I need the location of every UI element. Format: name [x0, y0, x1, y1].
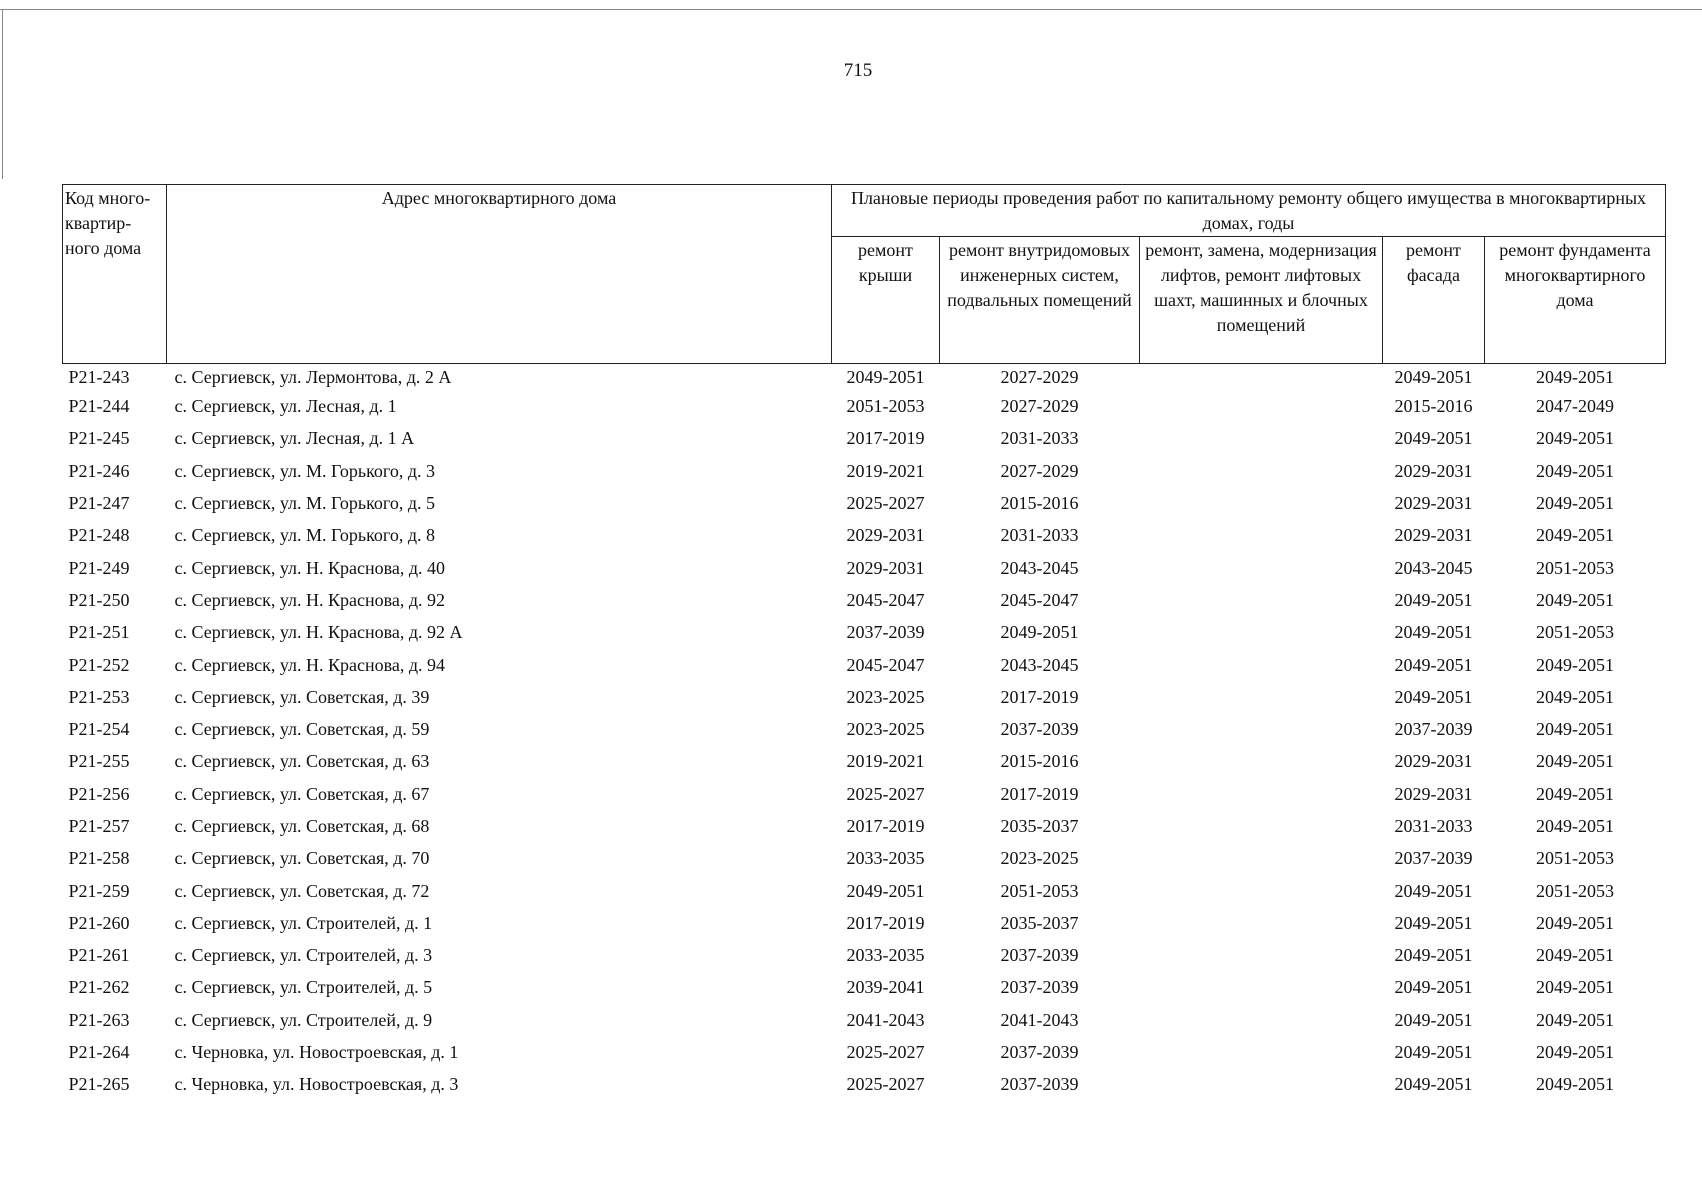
- facade-repair-period-cell: 2049-2051: [1394, 945, 1473, 966]
- roof-repair-period-cell: 2051-2053: [846, 396, 925, 417]
- column-header-foundation: ремонт фундамента многоквартирного дома: [1485, 237, 1666, 364]
- facade-repair-period-cell: 2049-2051: [1394, 654, 1473, 675]
- facade-repair-period-cell: 2049-2051: [1394, 589, 1473, 610]
- address-cell: с. Сергиевск, ул. Строителей, д. 5: [174, 977, 433, 998]
- elevator-repair-period-cell: [1140, 390, 1383, 422]
- foundation-repair-period-cell: 2049-2051: [1536, 654, 1614, 675]
- elevator-repair-period-cell: [1140, 1068, 1383, 1100]
- table-row: [63, 874, 1666, 906]
- elevator-repair-period-cell: [1140, 487, 1383, 519]
- address-cell: с. Сергиевск, ул. М. Горького, д. 5: [174, 493, 435, 514]
- column-group-header-periods: Плановые периоды проведения работ по капитальному ремонту общего имущества в многоквартирных домах, годы: [832, 185, 1666, 237]
- house-code-cell: Р21-250: [68, 589, 130, 610]
- table-row: [63, 842, 1666, 874]
- house-code-cell: Р21-264: [68, 1042, 130, 1063]
- house-code-cell: Р21-265: [68, 1074, 130, 1095]
- column-header-elevators: ремонт, замена, модернизация лифтов, ремонт лифтовых шахт, машинных и блочных помещений: [1140, 237, 1383, 364]
- capital-repair-table: [62, 184, 1666, 1101]
- house-code-cell: Р21-244: [68, 396, 130, 417]
- foundation-repair-period-cell: 2051-2053: [1536, 848, 1614, 869]
- facade-repair-period-cell: 2049-2051: [1394, 912, 1473, 933]
- roof-repair-period-cell: 2033-2035: [846, 848, 925, 869]
- table-row: [63, 778, 1666, 810]
- engineering-repair-period-cell: 2035-2037: [1000, 816, 1079, 836]
- roof-repair-period-cell: 2039-2041: [846, 977, 925, 998]
- house-code-cell: Р21-260: [68, 912, 130, 933]
- elevator-repair-period-cell: [1140, 939, 1383, 971]
- table-body: [63, 364, 1666, 1101]
- foundation-repair-period-cell: 2049-2051: [1536, 460, 1614, 481]
- engineering-repair-period-cell: 2043-2045: [1000, 654, 1079, 675]
- elevator-repair-period-cell: [1140, 842, 1383, 874]
- engineering-repair-period-cell: 2027-2029: [1000, 367, 1079, 387]
- elevator-repair-period-cell: [1140, 745, 1383, 777]
- table-header: [63, 185, 1666, 364]
- roof-repair-period-cell: 2025-2027: [846, 493, 925, 514]
- foundation-repair-period-cell: 2047-2049: [1536, 396, 1614, 417]
- elevator-repair-period-cell: [1140, 584, 1383, 616]
- engineering-repair-period-cell: 2031-2033: [1000, 525, 1079, 546]
- facade-repair-period-cell: 2029-2031: [1394, 460, 1473, 481]
- foundation-repair-period-cell: 2051-2053: [1536, 557, 1614, 578]
- roof-repair-period-cell: 2029-2031: [846, 557, 925, 578]
- address-cell: с. Сергиевск, ул. Лесная, д. 1: [174, 396, 397, 417]
- house-code-cell: Р21-254: [68, 719, 130, 740]
- engineering-repair-period-cell: 2023-2025: [1000, 848, 1079, 869]
- table-row: [63, 939, 1666, 971]
- facade-repair-period-cell: 2037-2039: [1394, 848, 1473, 869]
- address-cell: с. Сергиевск, ул. Н. Краснова, д. 40: [174, 557, 446, 578]
- scan-border-left: [2, 9, 3, 179]
- column-header-roof: ремонт крыши: [832, 237, 940, 364]
- house-code-cell: Р21-246: [68, 460, 130, 481]
- facade-repair-period-cell: 2049-2051: [1394, 1009, 1473, 1030]
- engineering-repair-period-cell: 2037-2039: [1000, 719, 1079, 740]
- engineering-repair-period-cell: 2043-2045: [1000, 557, 1079, 578]
- roof-repair-period-cell: 2025-2027: [846, 1074, 925, 1095]
- house-code-cell: Р21-255: [68, 751, 130, 772]
- table-row: [63, 1036, 1666, 1068]
- address-cell: с. Сергиевск, ул. Строителей, д. 3: [174, 945, 433, 966]
- facade-repair-period-cell: 2049-2051: [1394, 428, 1473, 449]
- facade-repair-period-cell: 2029-2031: [1394, 751, 1473, 772]
- column-header-engineering: ремонт внутридомовых инженерных систем, подвальных помещений: [940, 237, 1140, 364]
- address-cell: с. Сергиевск, ул. Н. Краснова, д. 92: [174, 589, 446, 610]
- page-number: 715: [843, 60, 873, 81]
- house-code-cell: Р21-243: [68, 367, 130, 387]
- table-row: [63, 455, 1666, 487]
- column-header-address: Адрес многоквартирного дома: [167, 185, 832, 364]
- facade-repair-period-cell: 2015-2016: [1394, 396, 1473, 417]
- table-row: [63, 584, 1666, 616]
- address-cell: с. Сергиевск, ул. Н. Краснова, д. 94: [174, 654, 446, 675]
- elevator-repair-period-cell: [1140, 1004, 1383, 1036]
- table-row: [63, 390, 1666, 422]
- table-row: [63, 810, 1666, 842]
- elevator-repair-period-cell: [1140, 455, 1383, 487]
- table-row: [63, 1004, 1666, 1036]
- roof-repair-period-cell: 2045-2047: [846, 654, 925, 675]
- foundation-repair-period-cell: 2049-2051: [1536, 589, 1614, 610]
- foundation-repair-period-cell: 2049-2051: [1536, 1042, 1614, 1063]
- roof-repair-period-cell: 2037-2039: [846, 622, 925, 643]
- address-cell: с. Черновка, ул. Новостроевская, д. 3: [174, 1074, 459, 1095]
- roof-repair-period-cell: 2029-2031: [846, 525, 925, 546]
- roof-repair-period-cell: 2025-2027: [846, 1042, 925, 1063]
- roof-repair-period-cell: 2023-2025: [846, 686, 925, 707]
- foundation-repair-period-cell: 2049-2051: [1536, 428, 1614, 449]
- address-cell: с. Сергиевск, ул. Советская, д. 70: [174, 848, 430, 869]
- table-row: [63, 551, 1666, 583]
- elevator-repair-period-cell: [1140, 551, 1383, 583]
- foundation-repair-period-cell: 2051-2053: [1536, 622, 1614, 643]
- elevator-repair-period-cell: [1140, 681, 1383, 713]
- foundation-repair-period-cell: 2049-2051: [1536, 783, 1614, 804]
- address-cell: с. Сергиевск, ул. М. Горького, д. 3: [174, 460, 435, 481]
- facade-repair-period-cell: 2049-2051: [1394, 367, 1473, 387]
- address-cell: с. Сергиевск, ул. М. Горького, д. 8: [174, 525, 435, 546]
- house-code-cell: Р21-262: [68, 977, 130, 998]
- roof-repair-period-cell: 2017-2019: [846, 816, 925, 836]
- engineering-repair-period-cell: 2027-2029: [1000, 396, 1079, 417]
- house-code-cell: Р21-257: [68, 816, 130, 836]
- facade-repair-period-cell: 2029-2031: [1394, 783, 1473, 804]
- table-row: [63, 681, 1666, 713]
- foundation-repair-period-cell: 2049-2051: [1536, 525, 1614, 546]
- house-code-cell: Р21-263: [68, 1009, 130, 1030]
- foundation-repair-period-cell: 2049-2051: [1536, 945, 1614, 966]
- foundation-repair-period-cell: 2049-2051: [1536, 912, 1614, 933]
- facade-repair-period-cell: 2049-2051: [1394, 880, 1473, 901]
- table-row: [63, 648, 1666, 680]
- foundation-repair-period-cell: 2051-2053: [1536, 880, 1614, 901]
- engineering-repair-period-cell: 2015-2016: [1000, 493, 1079, 514]
- house-code-cell: Р21-259: [68, 880, 130, 901]
- roof-repair-period-cell: 2025-2027: [846, 783, 925, 804]
- roof-repair-period-cell: 2049-2051: [846, 880, 925, 901]
- table-row: [63, 1068, 1666, 1100]
- address-cell: с. Сергиевск, ул. Советская, д. 67: [174, 783, 430, 804]
- foundation-repair-period-cell: 2049-2051: [1536, 493, 1614, 514]
- roof-repair-period-cell: 2033-2035: [846, 945, 925, 966]
- house-code-cell: Р21-253: [68, 686, 130, 707]
- table-row: [63, 971, 1666, 1003]
- table-row: [63, 519, 1666, 551]
- foundation-repair-period-cell: 2049-2051: [1536, 367, 1614, 387]
- column-header-facade: ремонт фасада: [1383, 237, 1485, 364]
- roof-repair-period-cell: 2017-2019: [846, 428, 925, 449]
- elevator-repair-period-cell: [1140, 713, 1383, 745]
- table-row: [63, 907, 1666, 939]
- roof-repair-period-cell: 2019-2021: [846, 460, 925, 481]
- engineering-repair-period-cell: 2031-2033: [1000, 428, 1079, 449]
- foundation-repair-period-cell: 2049-2051: [1536, 816, 1614, 836]
- address-cell: с. Сергиевск, ул. Строителей, д. 9: [174, 1009, 433, 1030]
- table-row: [63, 713, 1666, 745]
- foundation-repair-period-cell: 2049-2051: [1536, 719, 1614, 740]
- elevator-repair-period-cell: [1140, 364, 1383, 391]
- elevator-repair-period-cell: [1140, 778, 1383, 810]
- table-row: [63, 616, 1666, 648]
- facade-repair-period-cell: 2049-2051: [1394, 622, 1473, 643]
- house-code-cell: Р21-245: [68, 428, 130, 449]
- elevator-repair-period-cell: [1140, 907, 1383, 939]
- roof-repair-period-cell: 2045-2047: [846, 589, 925, 610]
- address-cell: с. Черновка, ул. Новостроевская, д. 1: [174, 1042, 459, 1063]
- facade-repair-period-cell: 2031-2033: [1394, 816, 1473, 836]
- elevator-repair-period-cell: [1140, 648, 1383, 680]
- engineering-repair-period-cell: 2041-2043: [1000, 1009, 1079, 1030]
- facade-repair-period-cell: 2049-2051: [1394, 977, 1473, 998]
- house-code-cell: Р21-256: [68, 783, 130, 804]
- address-cell: с. Сергиевск, ул. Советская, д. 72: [174, 880, 430, 901]
- address-cell: с. Сергиевск, ул. Советская, д. 63: [174, 751, 430, 772]
- address-cell: с. Сергиевск, ул. Советская, д. 39: [174, 686, 430, 707]
- house-code-cell: Р21-251: [68, 622, 130, 643]
- engineering-repair-period-cell: 2049-2051: [1000, 622, 1079, 643]
- engineering-repair-period-cell: 2037-2039: [1000, 1074, 1079, 1095]
- roof-repair-period-cell: 2017-2019: [846, 912, 925, 933]
- engineering-repair-period-cell: 2027-2029: [1000, 460, 1079, 481]
- elevator-repair-period-cell: [1140, 810, 1383, 842]
- foundation-repair-period-cell: 2049-2051: [1536, 686, 1614, 707]
- house-code-cell: Р21-252: [68, 654, 130, 675]
- foundation-repair-period-cell: 2049-2051: [1536, 1009, 1614, 1030]
- engineering-repair-period-cell: 2017-2019: [1000, 783, 1079, 804]
- address-cell: с. Сергиевск, ул. Строителей, д. 1: [174, 912, 433, 933]
- foundation-repair-period-cell: 2049-2051: [1536, 1074, 1614, 1095]
- facade-repair-period-cell: 2043-2045: [1394, 557, 1473, 578]
- facade-repair-period-cell: 2049-2051: [1394, 1074, 1473, 1095]
- roof-repair-period-cell: 2023-2025: [846, 719, 925, 740]
- facade-repair-period-cell: 2029-2031: [1394, 493, 1473, 514]
- table-row: [63, 745, 1666, 777]
- engineering-repair-period-cell: 2037-2039: [1000, 1042, 1079, 1063]
- engineering-repair-period-cell: 2015-2016: [1000, 751, 1079, 772]
- address-cell: с. Сергиевск, ул. Н. Краснова, д. 92 А: [174, 622, 463, 643]
- facade-repair-period-cell: 2029-2031: [1394, 525, 1473, 546]
- house-code-cell: Р21-248: [68, 525, 130, 546]
- table-row: [63, 422, 1666, 454]
- table-row: [63, 364, 1666, 391]
- engineering-repair-period-cell: 2051-2053: [1000, 880, 1079, 901]
- facade-repair-period-cell: 2037-2039: [1394, 719, 1473, 740]
- elevator-repair-period-cell: [1140, 616, 1383, 648]
- address-cell: с. Сергиевск, ул. Советская, д. 68: [174, 816, 430, 836]
- elevator-repair-period-cell: [1140, 874, 1383, 906]
- engineering-repair-period-cell: 2037-2039: [1000, 945, 1079, 966]
- house-code-cell: Р21-261: [68, 945, 130, 966]
- scan-border-top: [0, 9, 1702, 10]
- roof-repair-period-cell: 2019-2021: [846, 751, 925, 772]
- elevator-repair-period-cell: [1140, 971, 1383, 1003]
- column-header-code: Код много-квартир-ного дома: [63, 185, 167, 364]
- address-cell: с. Сергиевск, ул. Лермонтова, д. 2 А: [174, 367, 452, 387]
- engineering-repair-period-cell: 2037-2039: [1000, 977, 1079, 998]
- elevator-repair-period-cell: [1140, 422, 1383, 454]
- roof-repair-period-cell: 2049-2051: [846, 367, 925, 387]
- facade-repair-period-cell: 2049-2051: [1394, 686, 1473, 707]
- engineering-repair-period-cell: 2045-2047: [1000, 589, 1079, 610]
- elevator-repair-period-cell: [1140, 1036, 1383, 1068]
- address-cell: с. Сергиевск, ул. Лесная, д. 1 А: [174, 428, 415, 449]
- facade-repair-period-cell: 2049-2051: [1394, 1042, 1473, 1063]
- engineering-repair-period-cell: 2035-2037: [1000, 912, 1079, 933]
- address-cell: с. Сергиевск, ул. Советская, д. 59: [174, 719, 430, 740]
- roof-repair-period-cell: 2041-2043: [846, 1009, 925, 1030]
- elevator-repair-period-cell: [1140, 519, 1383, 551]
- foundation-repair-period-cell: 2049-2051: [1536, 977, 1614, 998]
- table-row: [63, 487, 1666, 519]
- foundation-repair-period-cell: 2049-2051: [1536, 751, 1614, 772]
- engineering-repair-period-cell: 2017-2019: [1000, 686, 1079, 707]
- house-code-cell: Р21-249: [68, 557, 130, 578]
- house-code-cell: Р21-247: [68, 493, 130, 514]
- house-code-cell: Р21-258: [68, 848, 130, 869]
